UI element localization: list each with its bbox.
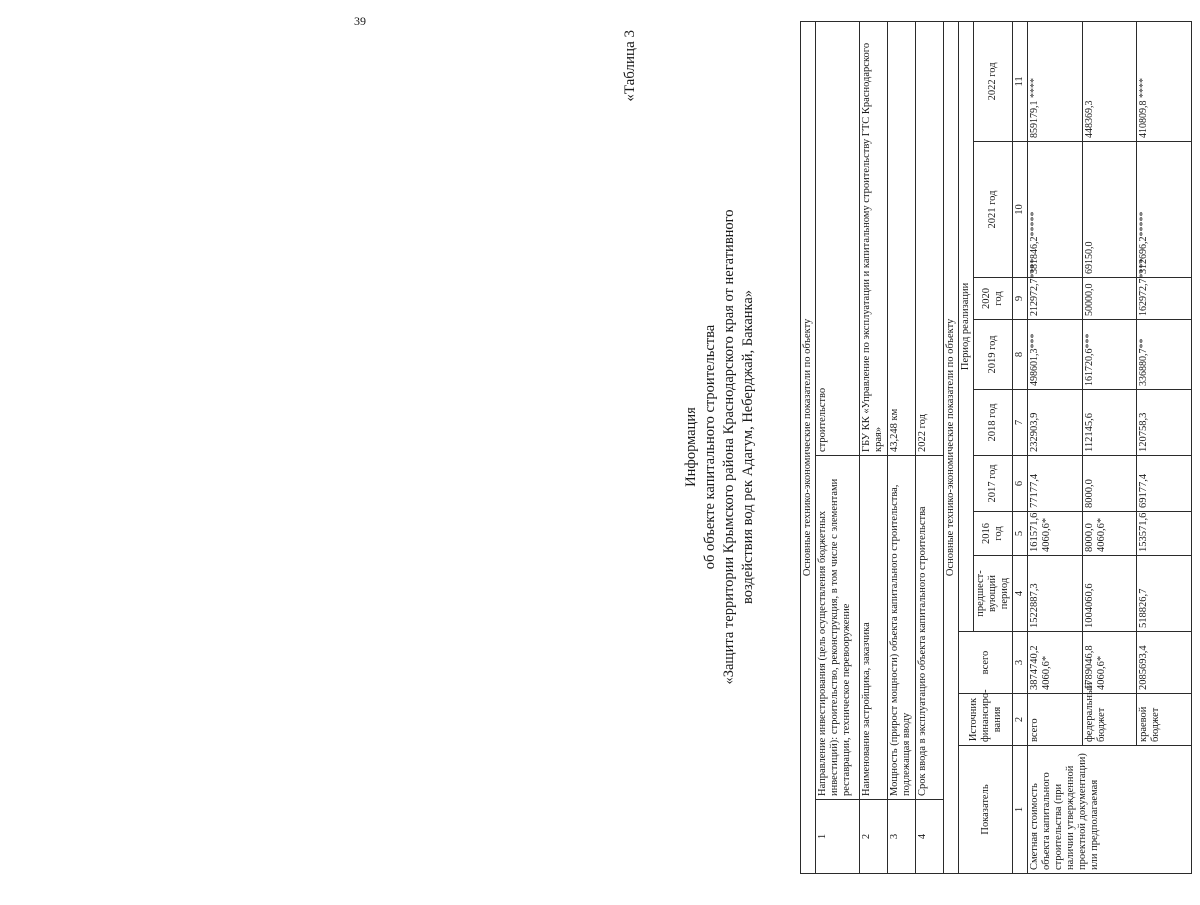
finance-2020: 212972,7**** — [1028, 278, 1083, 320]
info-table — [800, 21, 1192, 874]
finance-source: краевой бюджет — [1137, 694, 1192, 746]
heading-line-1: Информация — [683, 407, 699, 487]
finance-2017: 8000,0 — [1082, 456, 1137, 512]
header-year: 2020 год — [974, 278, 1013, 320]
finance-2020: 162972,7**** — [1137, 278, 1192, 320]
column-number: 4 — [1013, 556, 1028, 632]
heading-line-2: об объекте капитального строительства — [702, 324, 718, 570]
row-number: 3 — [888, 800, 916, 874]
column-number: 7 — [1013, 390, 1028, 456]
page-number: 39 — [354, 14, 366, 28]
finance-2016: 161571,6 4060,6* — [1028, 512, 1083, 556]
heading-line-3: «Защита территории Крымского района Краснодарского края от негативного — [721, 209, 737, 685]
row-value: ГБУ КК «Управление по эксплуатации и капитальному строительству ГТС Краснодарского края» — [860, 21, 888, 455]
header-total: всего — [959, 632, 1013, 694]
section-1-title: Основные технико-экономические показатели по объекту — [801, 21, 816, 873]
finance-2018: 120758,3 — [1137, 390, 1192, 456]
row-label: Наименование застройщика, заказчика — [860, 456, 888, 800]
header-year: 2018 год — [974, 390, 1013, 456]
section-2-title: Основные технико-экономические показатели по объекту — [944, 21, 959, 873]
row-value: 43,248 км — [888, 21, 916, 455]
finance-2019: 161720,6*** — [1082, 320, 1137, 390]
column-number: 5 — [1013, 512, 1028, 556]
column-number: 11 — [1013, 21, 1028, 141]
column-number: 3 — [1013, 632, 1028, 694]
finance-previous: 1522887,3 — [1028, 556, 1083, 632]
row-label: Мощность (прирост мощности) объекта капитального строительства, подлежащая вводу — [888, 456, 916, 800]
finance-total: 1789046,8 4060,6* — [1082, 632, 1137, 694]
header-year: 2021 год — [974, 142, 1013, 278]
header-previous-period: предшест-вующий период — [974, 556, 1013, 632]
finance-2021: 69150,0 — [1082, 142, 1137, 278]
header-indicator: Показатель — [959, 746, 1013, 874]
row-number: 4 — [916, 800, 944, 874]
column-number: 1 — [1013, 746, 1028, 874]
finance-2022: 410809,8 **** — [1137, 21, 1192, 141]
row-label: Срок ввода в эксплуатацию объекта капитального строительства — [916, 456, 944, 800]
row-number: 2 — [860, 800, 888, 874]
finance-2018: 232903,9 — [1028, 390, 1083, 456]
header-year: 2019 год — [974, 320, 1013, 390]
finance-2016: 153571,6 — [1137, 512, 1192, 556]
finance-2021: 381846,2***** — [1028, 142, 1083, 278]
finance-source: федеральный бюджет — [1082, 694, 1137, 746]
info-table-container — [800, 22, 1192, 874]
column-number: 8 — [1013, 320, 1028, 390]
finance-2016: 8000,0 4060,6* — [1082, 512, 1137, 556]
finance-total: 2085693,4 — [1137, 632, 1192, 694]
finance-previous: 1004060,6 — [1082, 556, 1137, 632]
finance-2021: 312696,2***** — [1137, 142, 1192, 278]
finance-2018: 112145,6 — [1082, 390, 1137, 456]
rotated-document — [600, 16, 1200, 878]
finance-total: 3874740,2 4060,6* — [1028, 632, 1083, 694]
header-source: Источник финансиро-вания — [959, 694, 1013, 746]
header-period-group: Период реализации — [959, 21, 974, 631]
header-year: 2017 год — [974, 456, 1013, 512]
row-value: 2022 год — [916, 21, 944, 455]
row-number: 1 — [816, 800, 860, 874]
finance-2019: 336880,7** — [1137, 320, 1192, 390]
heading-line-4: воздействия вод рек Адагум, Неберджай, Баканка» — [740, 289, 756, 605]
table-caption: «Таблица 3 — [622, 30, 638, 102]
finance-2020: 50000,0 — [1082, 278, 1137, 320]
row-label: Направление инвестирования (цель осуществления бюджетных инвестиций): строительство, реконструкция, в том числе с элементами реставрации, техническое перевооружение — [816, 456, 860, 800]
finance-2022: 859179,1 **** — [1028, 21, 1083, 141]
finance-2017: 69177,4 — [1137, 456, 1192, 512]
header-year: 2022 год — [974, 21, 1013, 141]
indicator-text: Сметная стоимость объекта капитального строительства (при наличии утвержденной проектной документации) или предполагаемая — [1028, 746, 1192, 874]
finance-2017: 77177,4 — [1028, 456, 1083, 512]
column-number: 6 — [1013, 456, 1028, 512]
column-number: 2 — [1013, 694, 1028, 746]
finance-source: всего — [1028, 694, 1083, 746]
finance-2022: 448369,3 — [1082, 21, 1137, 141]
finance-2019: 498601,3*** — [1028, 320, 1083, 390]
header-year: 2016 год — [974, 512, 1013, 556]
column-number: 9 — [1013, 278, 1028, 320]
finance-previous: 518826,7 — [1137, 556, 1192, 632]
row-value: строительство — [816, 21, 860, 455]
document-heading — [682, 16, 758, 878]
column-number: 10 — [1013, 142, 1028, 278]
